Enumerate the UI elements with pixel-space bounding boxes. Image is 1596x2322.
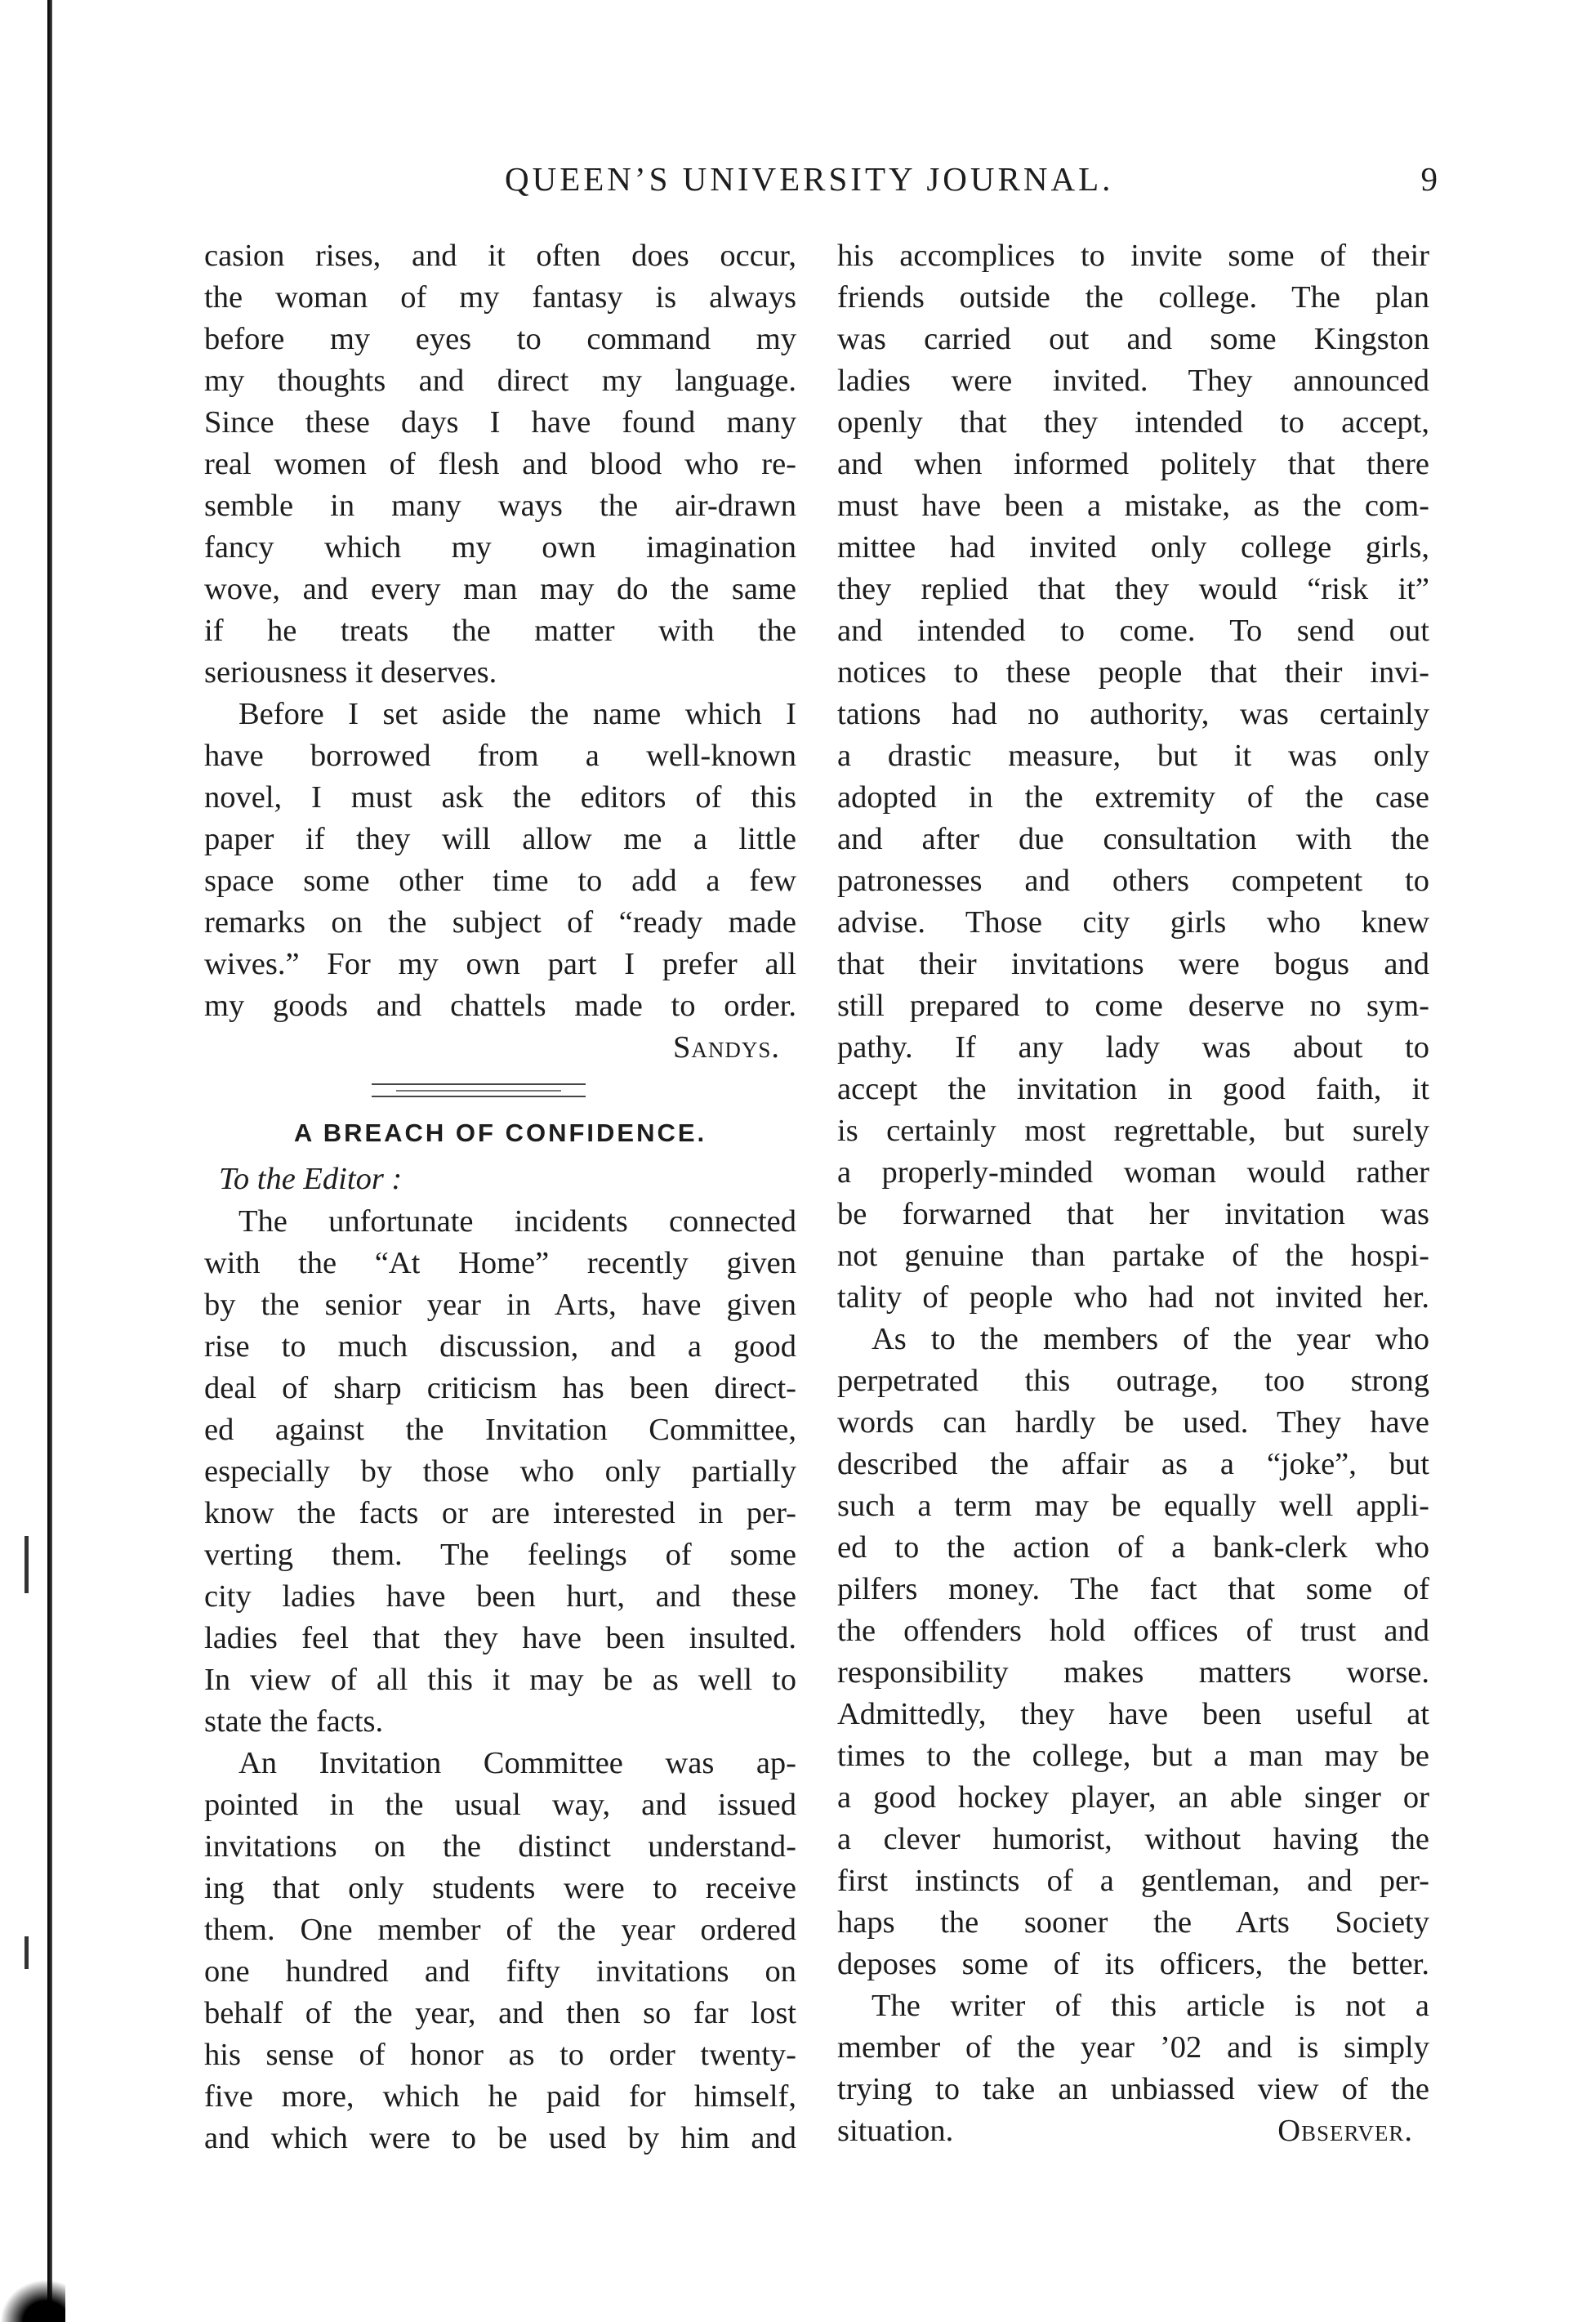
closing-line <box>837 2110 1429 2152</box>
text-line: semble in many ways the air-drawn <box>204 489 796 523</box>
text-line: behalf of the year, and then so far lost <box>204 1996 796 2030</box>
paragraph <box>204 694 796 1027</box>
margin-mark <box>25 1536 29 1593</box>
text-line: novel, I must ask the editors of this <box>204 780 796 815</box>
text-line: notices to these people that their invi- <box>837 655 1429 690</box>
text-line: openly that they intended to accept, <box>837 405 1429 440</box>
text-line: his sense of honor as to order twenty- <box>204 2038 796 2072</box>
text-line: have borrowed from a well-known <box>204 739 796 773</box>
text-line: Admittedly, they have been useful at <box>837 1697 1429 1731</box>
text-line: such a term may be equally well appli- <box>837 1489 1429 1523</box>
text-line: member of the year ’02 and is simply <box>837 2030 1429 2065</box>
article-title: A BREACH OF CONFIDENCE. <box>293 1119 707 1147</box>
paragraph <box>837 1319 1429 1985</box>
text-line: them. One member of the year ordered <box>204 1913 796 1947</box>
text-line: a properly-minded woman would rather <box>837 1155 1429 1190</box>
text-line: deposes some of its officers, the better. <box>837 1947 1429 1981</box>
text-line: ed against the Invitation Committee, <box>204 1413 796 1447</box>
text-line: if he treats the matter with the <box>204 614 796 648</box>
text-line: by the senior year in Arts, have given <box>204 1288 796 1322</box>
signature-line <box>204 1027 796 1069</box>
signature: Observer. <box>1277 2114 1413 2148</box>
page-number: 9 <box>1420 160 1438 198</box>
text-line: and intended to come. To send out <box>837 614 1429 648</box>
paragraph <box>204 1743 796 2159</box>
text-line: with the “At Home” recently given <box>204 1246 796 1280</box>
text-line: Before I set aside the name which I <box>239 697 796 731</box>
text-line: trying to take an unbiassed view of the <box>837 2072 1429 2106</box>
text-line: the offenders hold offices of trust and <box>837 1614 1429 1648</box>
paragraph <box>204 235 796 694</box>
text-line: deal of sharp criticism has been direct- <box>204 1371 796 1405</box>
margin-mark <box>25 1936 29 1969</box>
running-title: QUEEN’S UNIVERSITY JOURNAL. <box>505 160 1114 198</box>
page-binding-edge <box>47 0 52 2322</box>
signature: Sandys. <box>672 1030 780 1065</box>
text-line: wove, and every man may do the same <box>204 572 796 606</box>
text-line: that their invitations were bogus and <box>837 947 1429 981</box>
text-line: haps the sooner the Arts Society <box>837 1905 1429 1940</box>
text-line: the woman of my fantasy is always <box>204 280 796 315</box>
paragraph <box>837 1985 1429 2152</box>
text-line: first instincts of a gentleman, and per- <box>837 1864 1429 1898</box>
text-line: pointed in the usual way, and issued <box>204 1788 796 1822</box>
text-line: verting them. The feelings of some <box>204 1538 796 1572</box>
text-line: friends outside the college. The plan <box>837 280 1429 315</box>
text-line: real women of flesh and blood who re- <box>204 447 796 481</box>
text-line: The writer of this article is not a <box>872 1989 1429 2023</box>
text-line: they replied that they would “risk it” <box>837 572 1429 606</box>
text-line: before my eyes to command my <box>204 322 796 356</box>
text-line: seriousness it deserves. <box>204 655 497 690</box>
text-line: ed to the action of a bank-clerk who <box>837 1530 1429 1565</box>
text-line: space some other time to add a few <box>204 864 796 898</box>
left-column <box>204 235 796 2159</box>
text-line: especially by those who only partially <box>204 1454 796 1489</box>
text-line: my goods and chattels made to order. <box>204 989 796 1023</box>
text-line: adopted in the extremity of the case <box>837 780 1429 815</box>
paragraph <box>837 235 1429 1319</box>
section-divider <box>204 1069 796 1110</box>
text-line: mittee had invited only college girls, <box>837 530 1429 565</box>
text-line: words can hardly be used. They have <box>837 1405 1429 1440</box>
text-line: Since these days I have found many <box>204 405 796 440</box>
text-line: In view of all this it may be as well to <box>204 1663 796 1697</box>
text-line: and which were to be used by him and <box>204 2121 796 2155</box>
page-binding-shadow <box>0 2280 65 2322</box>
text-line: perpetrated this outrage, too strong <box>837 1364 1429 1398</box>
text-line: was carried out and some Kingston <box>837 322 1429 356</box>
text-line: state the facts. <box>204 1704 384 1739</box>
text-line: tality of people who had not invited her. <box>837 1280 1429 1315</box>
text-line: one hundred and fifty invitations on <box>204 1954 796 1989</box>
text-line: responsibility makes matters worse. <box>837 1655 1429 1690</box>
text-line: know the facts or are interested in per- <box>204 1496 796 1530</box>
text-line: As to the members of the year who <box>872 1322 1429 1356</box>
right-column <box>837 235 1429 2152</box>
text-line: my thoughts and direct my language. <box>204 364 796 398</box>
text-line: a good hockey player, an able singer or <box>837 1780 1429 1815</box>
salutation: To the Editor : <box>219 1162 403 1196</box>
text-line: ladies were invited. They announced <box>837 364 1429 398</box>
text-line: ing that only students were to receive <box>204 1871 796 1905</box>
text-line: pathy. If any lady was about to <box>837 1030 1429 1065</box>
text-line: The unfortunate incidents connected <box>239 1204 796 1239</box>
text-line: situation. <box>837 2114 954 2148</box>
text-line: a drastic measure, but it was only <box>837 739 1429 773</box>
text-line: An Invitation Committee was ap- <box>239 1746 796 1780</box>
text-line: pilfers money. The fact that some of <box>837 1572 1429 1606</box>
text-line: rise to much discussion, and a good <box>204 1329 796 1364</box>
paragraph <box>204 1201 796 1743</box>
text-line: five more, which he paid for himself, <box>204 2079 796 2114</box>
text-line: accept the invitation in good faith, it <box>837 1072 1429 1106</box>
page-header <box>0 159 1596 208</box>
text-line: fancy which my own imagination <box>204 530 796 565</box>
text-line: his accomplices to invite some of their <box>837 239 1429 273</box>
text-line: times to the college, but a man may be <box>837 1739 1429 1773</box>
text-line: wives.” For my own part I prefer all <box>204 947 796 981</box>
text-line: ladies feel that they have been insulted. <box>204 1621 796 1655</box>
text-line: casion rises, and it often does occur, <box>204 239 796 273</box>
text-line: invitations on the distinct understand- <box>204 1829 796 1864</box>
text-line: advise. Those city girls who knew <box>837 905 1429 940</box>
text-line: tations had no authority, was certainly <box>837 697 1429 731</box>
text-line: and when informed politely that there <box>837 447 1429 481</box>
text-line: paper if they will allow me a little <box>204 822 796 856</box>
text-line: and after due consultation with the <box>837 822 1429 856</box>
text-line: a clever humorist, without having the <box>837 1822 1429 1856</box>
text-line: city ladies have been hurt, and these <box>204 1579 796 1614</box>
text-line: not genuine than partake of the hospi- <box>837 1239 1429 1273</box>
text-line: patronesses and others competent to <box>837 864 1429 898</box>
text-line: be forwarned that her invitation was <box>837 1197 1429 1231</box>
text-line: remarks on the subject of “ready made <box>204 905 796 940</box>
text-line: still prepared to come deserve no sym- <box>837 989 1429 1023</box>
text-line: must have been a mistake, as the com- <box>837 489 1429 523</box>
text-line: is certainly most regrettable, but surely <box>837 1114 1429 1148</box>
text-line: described the affair as a “joke”, but <box>837 1447 1429 1481</box>
